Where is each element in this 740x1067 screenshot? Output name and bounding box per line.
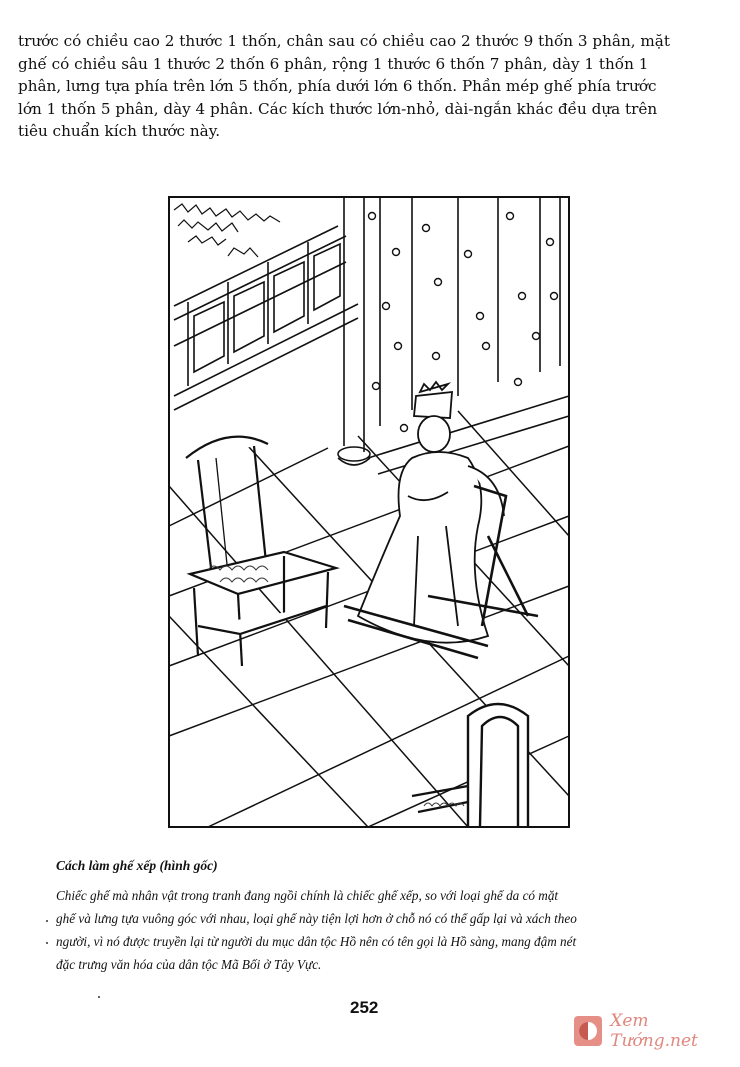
folding-chair-illustration [168, 196, 570, 828]
scan-speck [98, 996, 100, 998]
caption-line: đặc trưng văn hóa của dân tộc Mã Bối ở Tây Vực. [56, 957, 322, 972]
caption-line: người, vì nó được truyền lại từ người du mục dân tộc Hồ nên có tên gọi là Hồ sàng, mang đậm nét [56, 934, 577, 949]
body-text [18, 30, 726, 143]
body-line: lớn 1 thốn 5 phân, dày 4 phân. Các kích thước lớn-nhỏ, dài-ngắn khác đều dựa trên [18, 99, 658, 118]
watermark-text: Xem Tướng.net [610, 1011, 698, 1051]
caption-line: Chiếc ghế mà nhân vật trong tranh đang ngồi chính là chiếc ghế xếp, so với loại ghế da có mặt [56, 888, 559, 903]
scan-speck [46, 942, 48, 944]
body-line: phân, lưng tựa phía trên lớn 5 thốn, phía dưới lớn 6 thốn. Phần mép ghế phía trước [18, 77, 657, 95]
watermark [574, 1011, 734, 1051]
body-line: ghế có chiều sâu 1 thước 2 thốn 6 phân, rộng 1 thước 6 thốn 7 phân, dày 1 thốn 1 [18, 54, 649, 73]
body-line: trước có chiều cao 2 thước 1 thốn, chân sau có chiều cao 2 thước 9 thốn 3 phân, mặt [18, 32, 670, 50]
body-line: tiêu chuẩn kích thước này. [18, 122, 221, 140]
figure-caption [56, 884, 684, 976]
figure-caption-title: Cách làm ghế xếp (hình gốc) [56, 858, 218, 873]
caption-line: ghế và lưng tựa vuông góc với nhau, loại ghế này tiện lợi hơn ở chỗ nó có thể gấp lại và xách theo [56, 911, 577, 926]
yin-yang-icon [574, 1016, 602, 1046]
page-number: 252 [350, 998, 379, 1017]
scan-speck [46, 920, 48, 922]
